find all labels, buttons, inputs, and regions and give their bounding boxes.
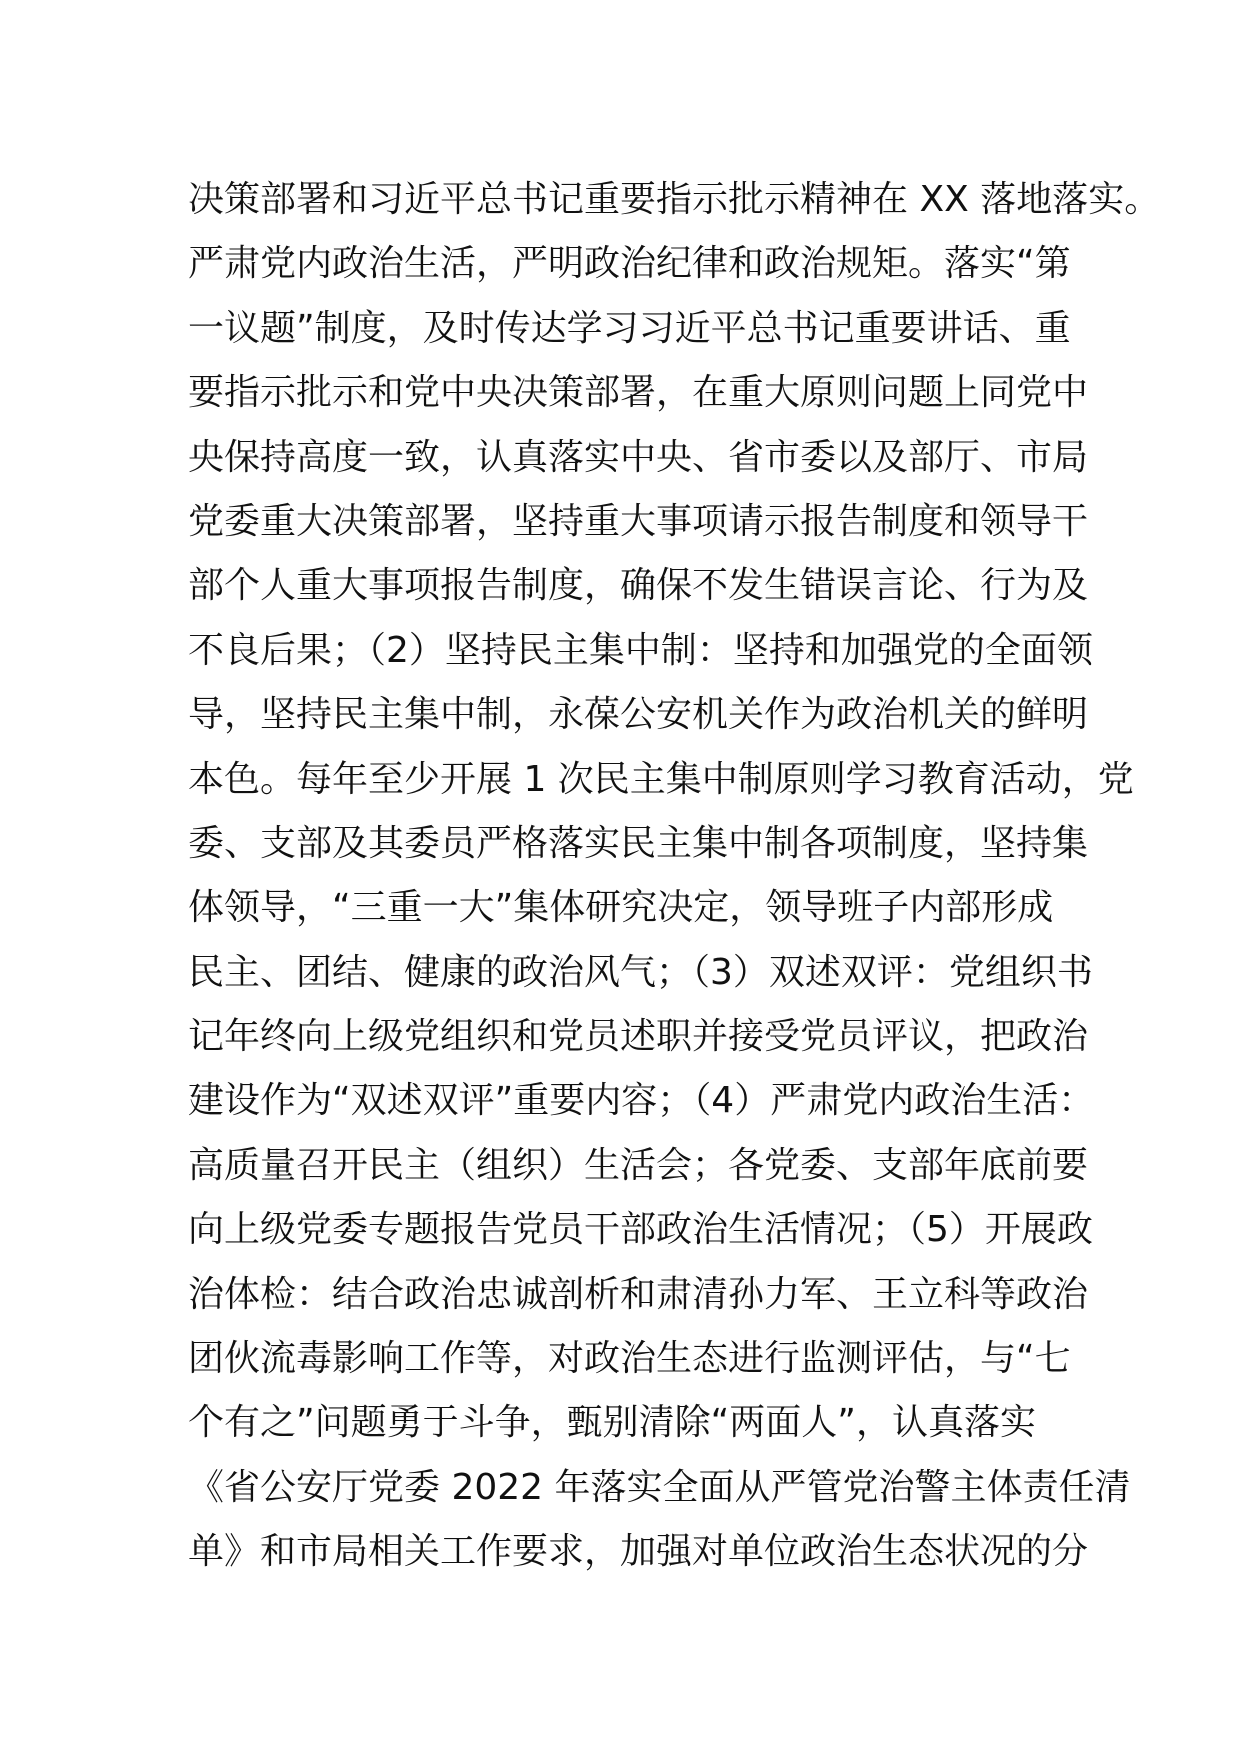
text-line: 一议题”制度，及时传达学习习近平总书记重要讲话、重 [188, 307, 1071, 349]
text-line: 要指示批示和党中央决策部署，在重大原则问题上同党中 [188, 372, 1089, 414]
text-line: 党委重大决策部署，坚持重大事项请示报告制度和领导干 [188, 500, 1089, 542]
text-line: 体领导，“三重一大”集体研究决定，领导班子内部形成 [188, 887, 1054, 929]
text-line: 向上级党委专题报告党员干部政治生活情况；（5）开展政 [188, 1209, 1093, 1251]
text-line: 《省公安厅党委 2022 年落实全面从严管党治警主体责任清 [188, 1466, 1131, 1508]
text-line: 不良后果；（2）坚持民主集中制：坚持和加强党的全面领 [188, 629, 1093, 671]
text-line: 建设作为“双述双评”重要内容；（4）严肃党内政治生活： [188, 1080, 1095, 1122]
text-line: 部个人重大事项报告制度，确保不发生错误言论、行为及 [188, 565, 1089, 607]
text-line: 本色。每年至少开展 1 次民主集中制原则学习教育活动，党 [188, 758, 1134, 800]
text-line: 严肃党内政治生活，严明政治纪律和政治规矩。落实“第 [188, 243, 1071, 285]
text-line: 决策部署和习近平总书记重要指示批示精神在 XX 落地落实。 [188, 179, 1161, 220]
text-line: 委、支部及其委员严格落实民主集中制各项制度，坚持集 [188, 822, 1089, 864]
text-line: 团伙流毒影响工作等，对政治生态进行监测评估，与“七 [188, 1338, 1071, 1380]
text-line: 央保持高度一致，认真落实中央、省市委以及部厅、市局 [188, 436, 1089, 478]
body-text [188, 168, 1161, 1585]
text-line: 个有之”问题勇于斗争，甄别清除“两面人”，认真落实 [188, 1402, 1036, 1444]
text-line: 高质量召开民主（组织）生活会；各党委、支部年底前要 [188, 1144, 1089, 1186]
text-line: 民主、团结、健康的政治风气；（3）双述双评：党组织书 [188, 951, 1093, 993]
text-line: 单》和市局相关工作要求，加强对单位政治生态状况的分 [188, 1531, 1089, 1573]
text-line: 治体检：结合政治忠诚剖析和肃清孙力军、王立科等政治 [188, 1273, 1089, 1315]
text-line: 导，坚持民主集中制，永葆公安机关作为政治机关的鲜明 [188, 694, 1089, 736]
text-line: 记年终向上级党组织和党员述职并接受党员评议，把政治 [188, 1016, 1089, 1058]
